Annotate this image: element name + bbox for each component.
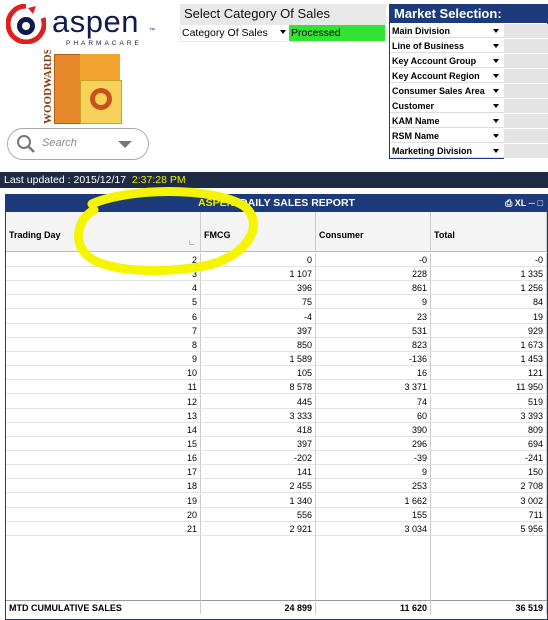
totals-fmcg: 24 899 <box>201 600 316 614</box>
maximize-icon[interactable]: □ <box>537 198 543 208</box>
market-field-value[interactable] <box>504 84 548 99</box>
market-field-label: Line of Business <box>390 39 504 53</box>
table-empty-space <box>6 536 201 600</box>
total-cell: 1 335 <box>431 267 547 281</box>
market-field-value[interactable] <box>504 24 548 39</box>
category-value-processed[interactable]: Processed <box>289 25 385 41</box>
fmcg-cell: 1 340 <box>201 494 316 508</box>
trading-day-cell: 5 <box>6 295 201 309</box>
consumer-cell: 253 <box>316 479 431 493</box>
chevron-down-icon[interactable] <box>493 59 499 63</box>
trading-day-cell: 15 <box>6 437 201 451</box>
chevron-down-icon[interactable] <box>493 44 499 48</box>
market-field-label: RSM Name <box>390 129 504 143</box>
column-header-label: Total <box>434 230 455 240</box>
trading-day-cell: 16 <box>6 451 201 465</box>
trading-day-cell: 12 <box>6 395 201 409</box>
search-box[interactable] <box>7 128 149 160</box>
last-updated-time: 2:37:28 PM <box>131 174 186 186</box>
column-header-consumer[interactable] <box>316 212 431 252</box>
brand-tagline: PHARMACARE <box>66 40 142 47</box>
table-empty-space <box>431 536 547 600</box>
trading-day-cell: 13 <box>6 409 201 423</box>
consumer-cell: 9 <box>316 295 431 309</box>
trading-day-cell: 19 <box>6 494 201 508</box>
fmcg-cell: 1 589 <box>201 352 316 366</box>
consumer-cell: 1 662 <box>316 494 431 508</box>
consumer-cell: 74 <box>316 395 431 409</box>
consumer-cell: 861 <box>316 281 431 295</box>
fmcg-cell: 8 578 <box>201 380 316 394</box>
market-field-kam-name[interactable] <box>390 114 548 129</box>
trading-day-cell: 20 <box>6 508 201 522</box>
trading-day-cell: 8 <box>6 338 201 352</box>
fmcg-cell: 556 <box>201 508 316 522</box>
total-cell: 3 002 <box>431 494 547 508</box>
chevron-down-icon[interactable] <box>493 149 499 153</box>
trading-day-cell: 4 <box>6 281 201 295</box>
fmcg-cell: 418 <box>201 423 316 437</box>
total-cell: 711 <box>431 508 547 522</box>
fmcg-cell: 141 <box>201 465 316 479</box>
fmcg-cell: 75 <box>201 295 316 309</box>
market-field-value[interactable] <box>504 54 548 69</box>
trading-day-cell: 11 <box>6 380 201 394</box>
highlight-annotation <box>72 184 262 279</box>
total-cell: 84 <box>431 295 547 309</box>
column-header-label: Trading Day <box>9 230 61 240</box>
report-title: DAILY SALES REPORT <box>240 197 355 209</box>
consumer-cell: 155 <box>316 508 431 522</box>
total-cell: 1 256 <box>431 281 547 295</box>
market-field-key-account-group[interactable] <box>390 54 548 69</box>
report-title-brand: ASPEN <box>198 197 235 209</box>
market-field-value[interactable] <box>504 144 548 159</box>
column-header-total[interactable] <box>431 212 547 252</box>
trading-day-cell: 3 <box>6 267 201 281</box>
lemon-product-image <box>80 80 122 124</box>
market-field-value[interactable] <box>504 99 548 114</box>
consumer-cell: 3 371 <box>316 380 431 394</box>
fmcg-cell: 396 <box>201 281 316 295</box>
last-updated-label: Last updated : <box>4 174 74 186</box>
fmcg-cell: 2 455 <box>201 479 316 493</box>
fmcg-cell: -202 <box>201 451 316 465</box>
market-field-consumer-sales-area[interactable] <box>390 84 548 99</box>
fmcg-cell: 397 <box>201 324 316 338</box>
trading-day-cell: 6 <box>6 310 201 324</box>
product-box-image <box>54 54 82 124</box>
total-cell: 11 950 <box>431 380 547 394</box>
search-placeholder: Search <box>42 137 77 149</box>
market-field-label: Key Account Group <box>390 54 504 68</box>
consumer-cell: -0 <box>316 253 431 267</box>
market-field-marketing-division[interactable] <box>390 144 548 159</box>
trading-day-cell: 18 <box>6 479 201 493</box>
category-panel-title: Select Category Of Sales <box>184 6 330 21</box>
consumer-cell: 23 <box>316 310 431 324</box>
consumer-cell: -136 <box>316 352 431 366</box>
table-empty-space <box>316 536 431 600</box>
total-cell: 19 <box>431 310 547 324</box>
column-header-label: Consumer <box>319 230 364 240</box>
market-field-label: Main Division <box>390 24 504 38</box>
trading-day-cell: 14 <box>6 423 201 437</box>
market-field-key-account-region[interactable] <box>390 69 548 84</box>
market-selection-title: Market Selection: <box>390 5 548 23</box>
total-cell: 5 956 <box>431 522 547 536</box>
market-field-label: Marketing Division <box>390 144 504 158</box>
woodwards-product-image <box>40 50 54 126</box>
chevron-down-icon[interactable] <box>280 30 286 34</box>
aspen-logo <box>6 4 166 46</box>
category-of-sales-label: Category Of Sales <box>182 27 268 39</box>
fmcg-cell: 2 921 <box>201 522 316 536</box>
market-field-line-of-business[interactable] <box>390 39 548 54</box>
consumer-cell: 60 <box>316 409 431 423</box>
fmcg-cell: 445 <box>201 395 316 409</box>
total-cell: 1 673 <box>431 338 547 352</box>
consumer-cell: 531 <box>316 324 431 338</box>
search-icon <box>16 134 36 154</box>
column-header-label: FMCG <box>204 230 231 240</box>
totals-label: MTD CUMULATIVE SALES <box>6 600 201 614</box>
total-cell: 519 <box>431 395 547 409</box>
table-empty-space <box>201 536 316 600</box>
total-cell: 929 <box>431 324 547 338</box>
fmcg-cell: 850 <box>201 338 316 352</box>
trading-day-cell: 7 <box>6 324 201 338</box>
woodwards-brand-text: WOODWARDS <box>42 50 54 124</box>
trading-day-cell: 10 <box>6 366 201 380</box>
total-cell: -241 <box>431 451 547 465</box>
market-field-value[interactable] <box>504 69 548 84</box>
chevron-down-icon[interactable] <box>493 104 499 108</box>
total-cell: 121 <box>431 366 547 380</box>
total-cell: 3 393 <box>431 409 547 423</box>
chevron-down-icon[interactable] <box>493 74 499 78</box>
consumer-cell: 3 034 <box>316 522 431 536</box>
consumer-cell: 228 <box>316 267 431 281</box>
chevron-down-icon[interactable] <box>493 29 499 33</box>
consumer-cell: 16 <box>316 366 431 380</box>
sort-indicator-icon: ∟ <box>188 238 196 247</box>
consumer-cell: 296 <box>316 437 431 451</box>
market-field-value[interactable] <box>504 129 548 144</box>
trading-day-cell: 21 <box>6 522 201 536</box>
consumer-cell: 390 <box>316 423 431 437</box>
total-cell: 150 <box>431 465 547 479</box>
market-field-label: Customer <box>390 99 504 113</box>
trading-day-cell: 2 <box>6 253 201 267</box>
fmcg-cell: 397 <box>201 437 316 451</box>
market-field-main-division[interactable] <box>390 24 548 39</box>
brand-trademark: ™ <box>149 28 155 34</box>
market-field-value[interactable] <box>504 114 548 129</box>
chevron-down-icon[interactable] <box>493 89 499 93</box>
consumer-cell: -39 <box>316 451 431 465</box>
minimize-icon[interactable]: ─ <box>528 198 536 208</box>
market-field-label: Key Account Region <box>390 69 504 83</box>
last-updated-date: 2015/12/17 <box>73 174 127 186</box>
total-cell: 1 453 <box>431 352 547 366</box>
category-of-sales-dropdown[interactable] <box>181 25 289 41</box>
xl-export-button[interactable]: XL <box>514 198 527 208</box>
market-field-rsm-name[interactable] <box>390 129 548 144</box>
fmcg-cell: 105 <box>201 366 316 380</box>
fmcg-cell: 1 107 <box>201 267 316 281</box>
brand-name: aspen <box>52 4 139 39</box>
fmcg-cell: 3 333 <box>201 409 316 423</box>
consumer-cell: 823 <box>316 338 431 352</box>
trading-day-cell: 9 <box>6 352 201 366</box>
aspen-logo-icon <box>6 4 46 44</box>
trading-day-cell: 17 <box>6 465 201 479</box>
category-panel <box>180 4 386 42</box>
chevron-down-icon[interactable] <box>493 119 499 123</box>
total-cell: 694 <box>431 437 547 451</box>
market-field-label: Consumer Sales Area <box>390 84 504 98</box>
market-field-label: KAM Name <box>390 114 504 128</box>
fmcg-cell: -4 <box>201 310 316 324</box>
market-field-value[interactable] <box>504 39 548 54</box>
product-images <box>40 50 130 126</box>
consumer-cell: 9 <box>316 465 431 479</box>
total-cell: 809 <box>431 423 547 437</box>
total-cell: 2 708 <box>431 479 547 493</box>
market-selection-panel <box>389 4 548 159</box>
chevron-down-icon[interactable] <box>493 134 499 138</box>
print-icon[interactable]: ⎙ <box>505 198 513 208</box>
fmcg-cell: 0 <box>201 253 316 267</box>
chevron-down-icon[interactable] <box>118 141 132 148</box>
totals-total: 36 519 <box>431 600 547 614</box>
totals-consumer: 11 620 <box>316 600 431 614</box>
market-field-customer[interactable] <box>390 99 548 114</box>
total-cell: -0 <box>431 253 547 267</box>
